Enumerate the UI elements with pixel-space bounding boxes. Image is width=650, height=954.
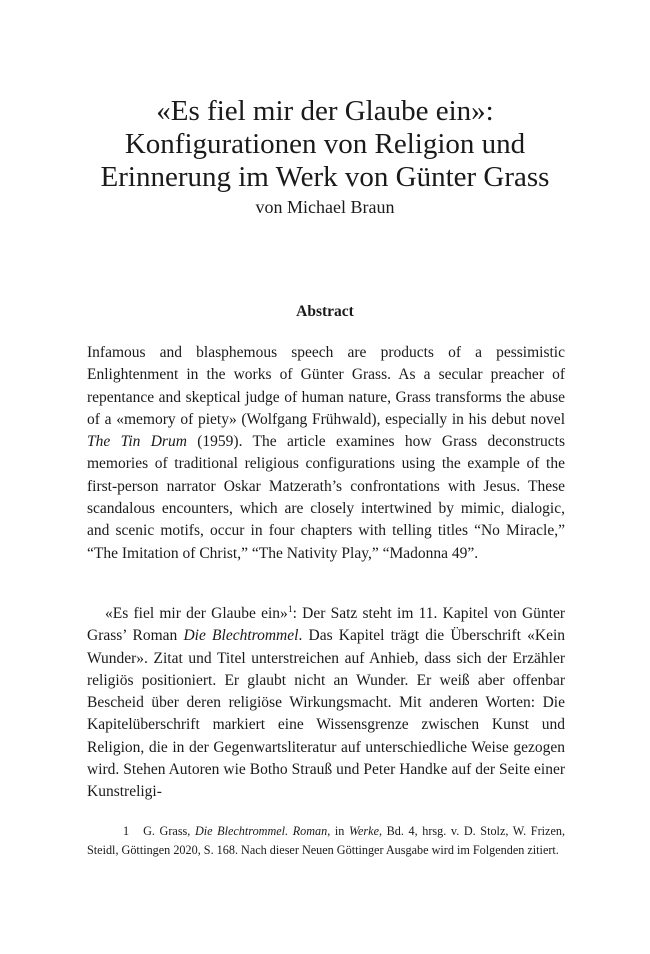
author-line: von Michael Braun	[255, 197, 395, 217]
body-paragraph	[87, 603, 565, 804]
body-italic-title: Die Blechtrommel	[183, 627, 299, 645]
footnote-text-1: G. Grass,	[143, 824, 195, 838]
title-line-2: Konfigurationen von Religion und	[124, 128, 526, 160]
footnote-text-2: , in	[327, 824, 349, 838]
footnote	[87, 822, 565, 859]
abstract-paragraph	[87, 342, 565, 565]
body-text-1: : Der Satz steht im 11. Kapitel von Günter Grass’ Roman	[87, 605, 566, 645]
abstract-text-2: (1959). The article examines how Grass deconstructs memories of traditional religious configurations using the example of the first-person narrator Oskar Matzerath’s confrontations with Jesus. These scandalous encounters, which are closely intertwined by mimic, dialogic, and scenic motifs, occur in four chapters with telling titles “No Miracle,” “The Imitation of Christ,” “The Nativity Play,” “Madonna 49”.	[87, 433, 565, 562]
footnote-italic-2: Werke	[348, 824, 379, 838]
title-line-1: «Es fiel mir der Glaube ein»:	[156, 95, 494, 127]
abstract-text-1: Infamous and blasphemous speech are products of a pessimistic Enlightenment in the works of Günter Grass. As a secular preacher of repentance and skeptical judge of human nature, Grass transforms the abuse of a «memory of piety» (Wolfgang Frühwald), especially in his debut novel	[87, 344, 565, 428]
footnote-number: 1	[123, 824, 130, 838]
article-title	[60, 95, 590, 194]
abstract-italic-title: The Tin Drum	[87, 433, 187, 451]
abstract-heading: Abstract	[296, 303, 354, 320]
body-text-2: . Das Kapitel trägt die Überschrift «Kein Wunder». Zitat und Titel unterstreichen auf Anhieb, dass sich der Erzähler religiös positioniert. Er glaubt nicht an Wunder. Er weiß aber offenbar Bescheid über deren religiöse Wirkungsmacht. Mit anderen Worten: Die Kapitelüberschrift markiert eine Wissensgrenze zwischen Kunst und Religion, die in der Gegenwartsliteratur auf unterschiedliche Weise gezogen wird. Stehen Autoren wie Botho Strauß und Peter Handke auf der Seite einer Kunstreligi-	[87, 627, 566, 801]
title-line-3: Erinnerung im Werk von Günter Grass	[100, 161, 550, 193]
footnote-italic-1: Die Blechtrommel. Roman	[194, 824, 328, 838]
footnote-text-3: , Bd. 4, hrsg. v. D. Stolz, W. Frizen, Steidl, Göttingen 2020, S. 168. Nach dieser Neuen Göttinger Ausgabe wird im Folgenden zitiert.	[87, 824, 565, 857]
body-quote: «Es fiel mir der Glaube ein»	[105, 605, 288, 622]
footnote-reference[interactable]: 1	[287, 603, 293, 615]
